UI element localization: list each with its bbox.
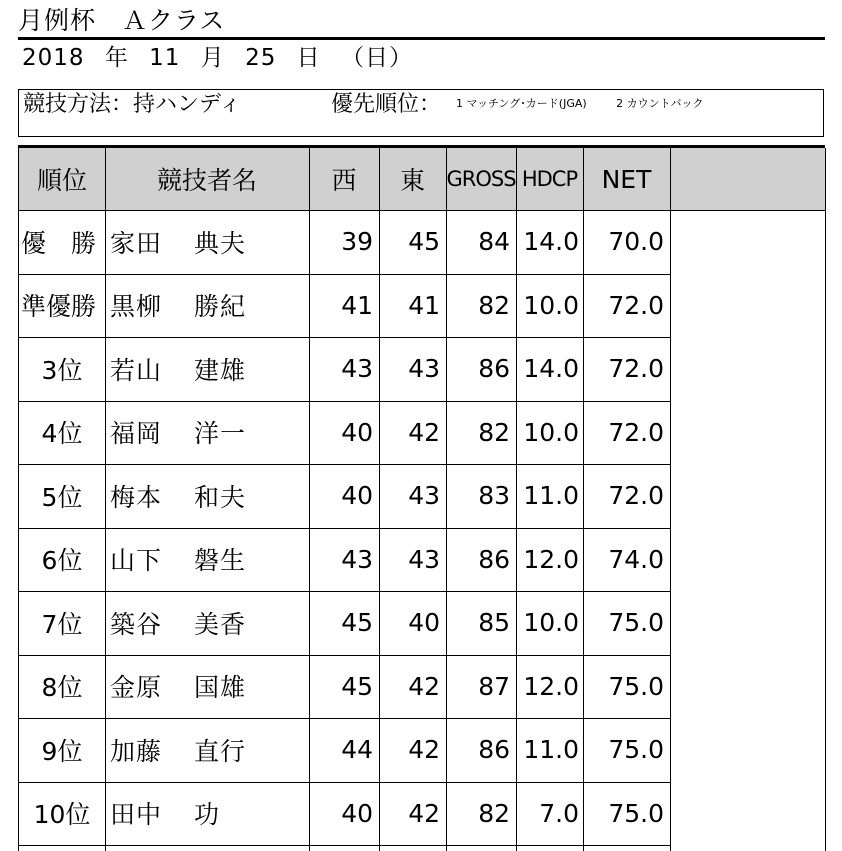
priority-item-2: 2 カウントバック xyxy=(616,97,704,110)
net-score-cell: 70.0 xyxy=(608,227,664,257)
date-month: 11 xyxy=(149,45,181,71)
east-score-cell: 41 xyxy=(408,290,440,320)
net-score-cell: 75.0 xyxy=(608,735,664,765)
results-table xyxy=(18,145,825,851)
competition-method-box xyxy=(18,89,824,137)
west-score-cell: 45 xyxy=(341,671,373,701)
player-family-name: 若山 xyxy=(110,355,163,385)
net-score-cell: 72.0 xyxy=(608,481,664,511)
title-underline xyxy=(18,37,825,40)
west-score-cell: 43 xyxy=(341,544,373,574)
priority-item-1: 1 マッチング･カード(JGA) xyxy=(456,97,587,110)
rank-cell: 優 勝 xyxy=(21,228,97,258)
player-family-name: 田中 xyxy=(110,800,163,830)
header-rank: 順位 xyxy=(36,166,87,195)
east-score-cell: 43 xyxy=(408,481,440,511)
west-score-cell: 39 xyxy=(341,227,373,257)
player-family-name: 福岡 xyxy=(110,419,163,449)
gross-score-cell: 86 xyxy=(478,544,510,574)
gross-score-cell: 86 xyxy=(478,735,510,765)
rank-cell: 8位 xyxy=(41,673,83,703)
east-score-cell: 43 xyxy=(408,544,440,574)
player-family-name: 家田 xyxy=(110,228,163,258)
net-score-cell: 72.0 xyxy=(608,354,664,384)
west-score-cell: 41 xyxy=(341,290,373,320)
header-gross: GROSS xyxy=(446,167,516,191)
hdcp-cell: 14.0 xyxy=(523,227,579,257)
rank-cell: 5位 xyxy=(41,482,83,512)
hdcp-cell: 12.0 xyxy=(523,544,579,574)
player-name-cell xyxy=(105,782,314,846)
gross-score-cell: 82 xyxy=(478,290,510,320)
east-score-cell: 45 xyxy=(408,227,440,257)
gross-score-cell: 83 xyxy=(478,481,510,511)
west-score-cell: 45 xyxy=(341,608,373,638)
rank-cell: 3位 xyxy=(41,355,83,385)
priority-label: 優先順位： xyxy=(331,92,442,117)
east-score-cell: 42 xyxy=(408,798,440,828)
player-name-cell xyxy=(105,528,314,592)
player-given-name: 国雄 xyxy=(194,673,247,703)
hdcp-cell: 10.0 xyxy=(523,608,579,638)
east-score-cell: 40 xyxy=(408,608,440,638)
column-divider xyxy=(670,148,671,851)
rank-cell: 準優勝 xyxy=(21,292,97,322)
west-score-cell: 40 xyxy=(341,481,373,511)
priority-items xyxy=(456,97,729,111)
player-given-name: 美香 xyxy=(194,609,247,639)
east-score-cell: 42 xyxy=(408,671,440,701)
gross-score-cell: 82 xyxy=(478,417,510,447)
net-score-cell: 72.0 xyxy=(608,290,664,320)
rank-cell: 9位 xyxy=(41,736,83,766)
player-name-cell xyxy=(105,655,314,719)
gross-score-cell: 87 xyxy=(478,671,510,701)
document-title: 月例杯 Ａクラス xyxy=(18,6,226,35)
gross-score-cell: 85 xyxy=(478,608,510,638)
west-score-cell: 43 xyxy=(341,354,373,384)
player-family-name: 金原 xyxy=(110,673,163,703)
gross-score-cell: 82 xyxy=(478,798,510,828)
net-score-cell: 75.0 xyxy=(608,671,664,701)
player-name-cell xyxy=(105,718,314,782)
player-name-cell xyxy=(105,591,314,655)
date-year-unit: 年 xyxy=(104,45,129,71)
header-net: NET xyxy=(601,164,652,194)
player-name-cell xyxy=(105,337,314,401)
header-east: 東 xyxy=(399,166,425,195)
net-score-cell: 72.0 xyxy=(608,417,664,447)
date-day: 25 xyxy=(245,45,277,71)
net-score-cell: 75.0 xyxy=(608,798,664,828)
player-given-name: 勝紀 xyxy=(194,292,247,322)
player-family-name: 築谷 xyxy=(110,609,163,639)
player-family-name: 黒柳 xyxy=(110,292,163,322)
hdcp-cell: 11.0 xyxy=(523,735,579,765)
player-name-cell xyxy=(105,210,314,274)
west-score-cell: 44 xyxy=(341,735,373,765)
header-west: 西 xyxy=(331,166,357,195)
hdcp-cell: 14.0 xyxy=(523,354,579,384)
date-weekday: （日） xyxy=(340,45,413,71)
player-given-name: 磐生 xyxy=(194,546,247,576)
hdcp-cell: 10.0 xyxy=(523,417,579,447)
rank-cell: 10位 xyxy=(33,800,91,830)
header-hdcp: HDCP xyxy=(521,167,578,191)
gross-score-cell: 86 xyxy=(478,354,510,384)
east-score-cell: 43 xyxy=(408,354,440,384)
row-divider xyxy=(19,845,670,846)
west-score-cell: 40 xyxy=(341,798,373,828)
hdcp-cell: 10.0 xyxy=(523,290,579,320)
west-score-cell: 40 xyxy=(341,417,373,447)
rank-cell: 6位 xyxy=(41,546,83,576)
hdcp-cell: 11.0 xyxy=(523,481,579,511)
player-name-cell xyxy=(105,401,314,465)
net-score-cell: 75.0 xyxy=(608,608,664,638)
east-score-cell: 42 xyxy=(408,417,440,447)
hdcp-cell: 12.0 xyxy=(523,671,579,701)
player-given-name: 直行 xyxy=(194,736,247,766)
player-given-name: 和夫 xyxy=(194,482,247,512)
east-score-cell: 42 xyxy=(408,735,440,765)
hdcp-cell: 7.0 xyxy=(539,798,579,828)
player-family-name: 加藤 xyxy=(110,736,163,766)
rank-cell: 7位 xyxy=(41,609,83,639)
player-family-name: 山下 xyxy=(110,546,163,576)
player-family-name: 梅本 xyxy=(110,482,163,512)
date-year: 2018 xyxy=(22,45,85,71)
player-given-name: 功 xyxy=(194,800,221,830)
gross-score-cell: 84 xyxy=(478,227,510,257)
date-day-unit: 日 xyxy=(296,45,321,71)
player-name-cell xyxy=(105,274,314,338)
player-given-name: 典夫 xyxy=(194,228,247,258)
player-given-name: 建雄 xyxy=(194,355,247,385)
net-score-cell: 74.0 xyxy=(608,544,664,574)
player-name-cell xyxy=(105,464,314,528)
player-given-name: 洋一 xyxy=(194,419,247,449)
competition-method: 競技方法：持ハンディ xyxy=(23,92,242,117)
date-month-unit: 月 xyxy=(200,45,225,71)
header-name: 競技者名 xyxy=(156,166,257,195)
event-date xyxy=(22,44,413,72)
rank-cell: 4位 xyxy=(41,419,83,449)
column-divider xyxy=(825,148,826,851)
